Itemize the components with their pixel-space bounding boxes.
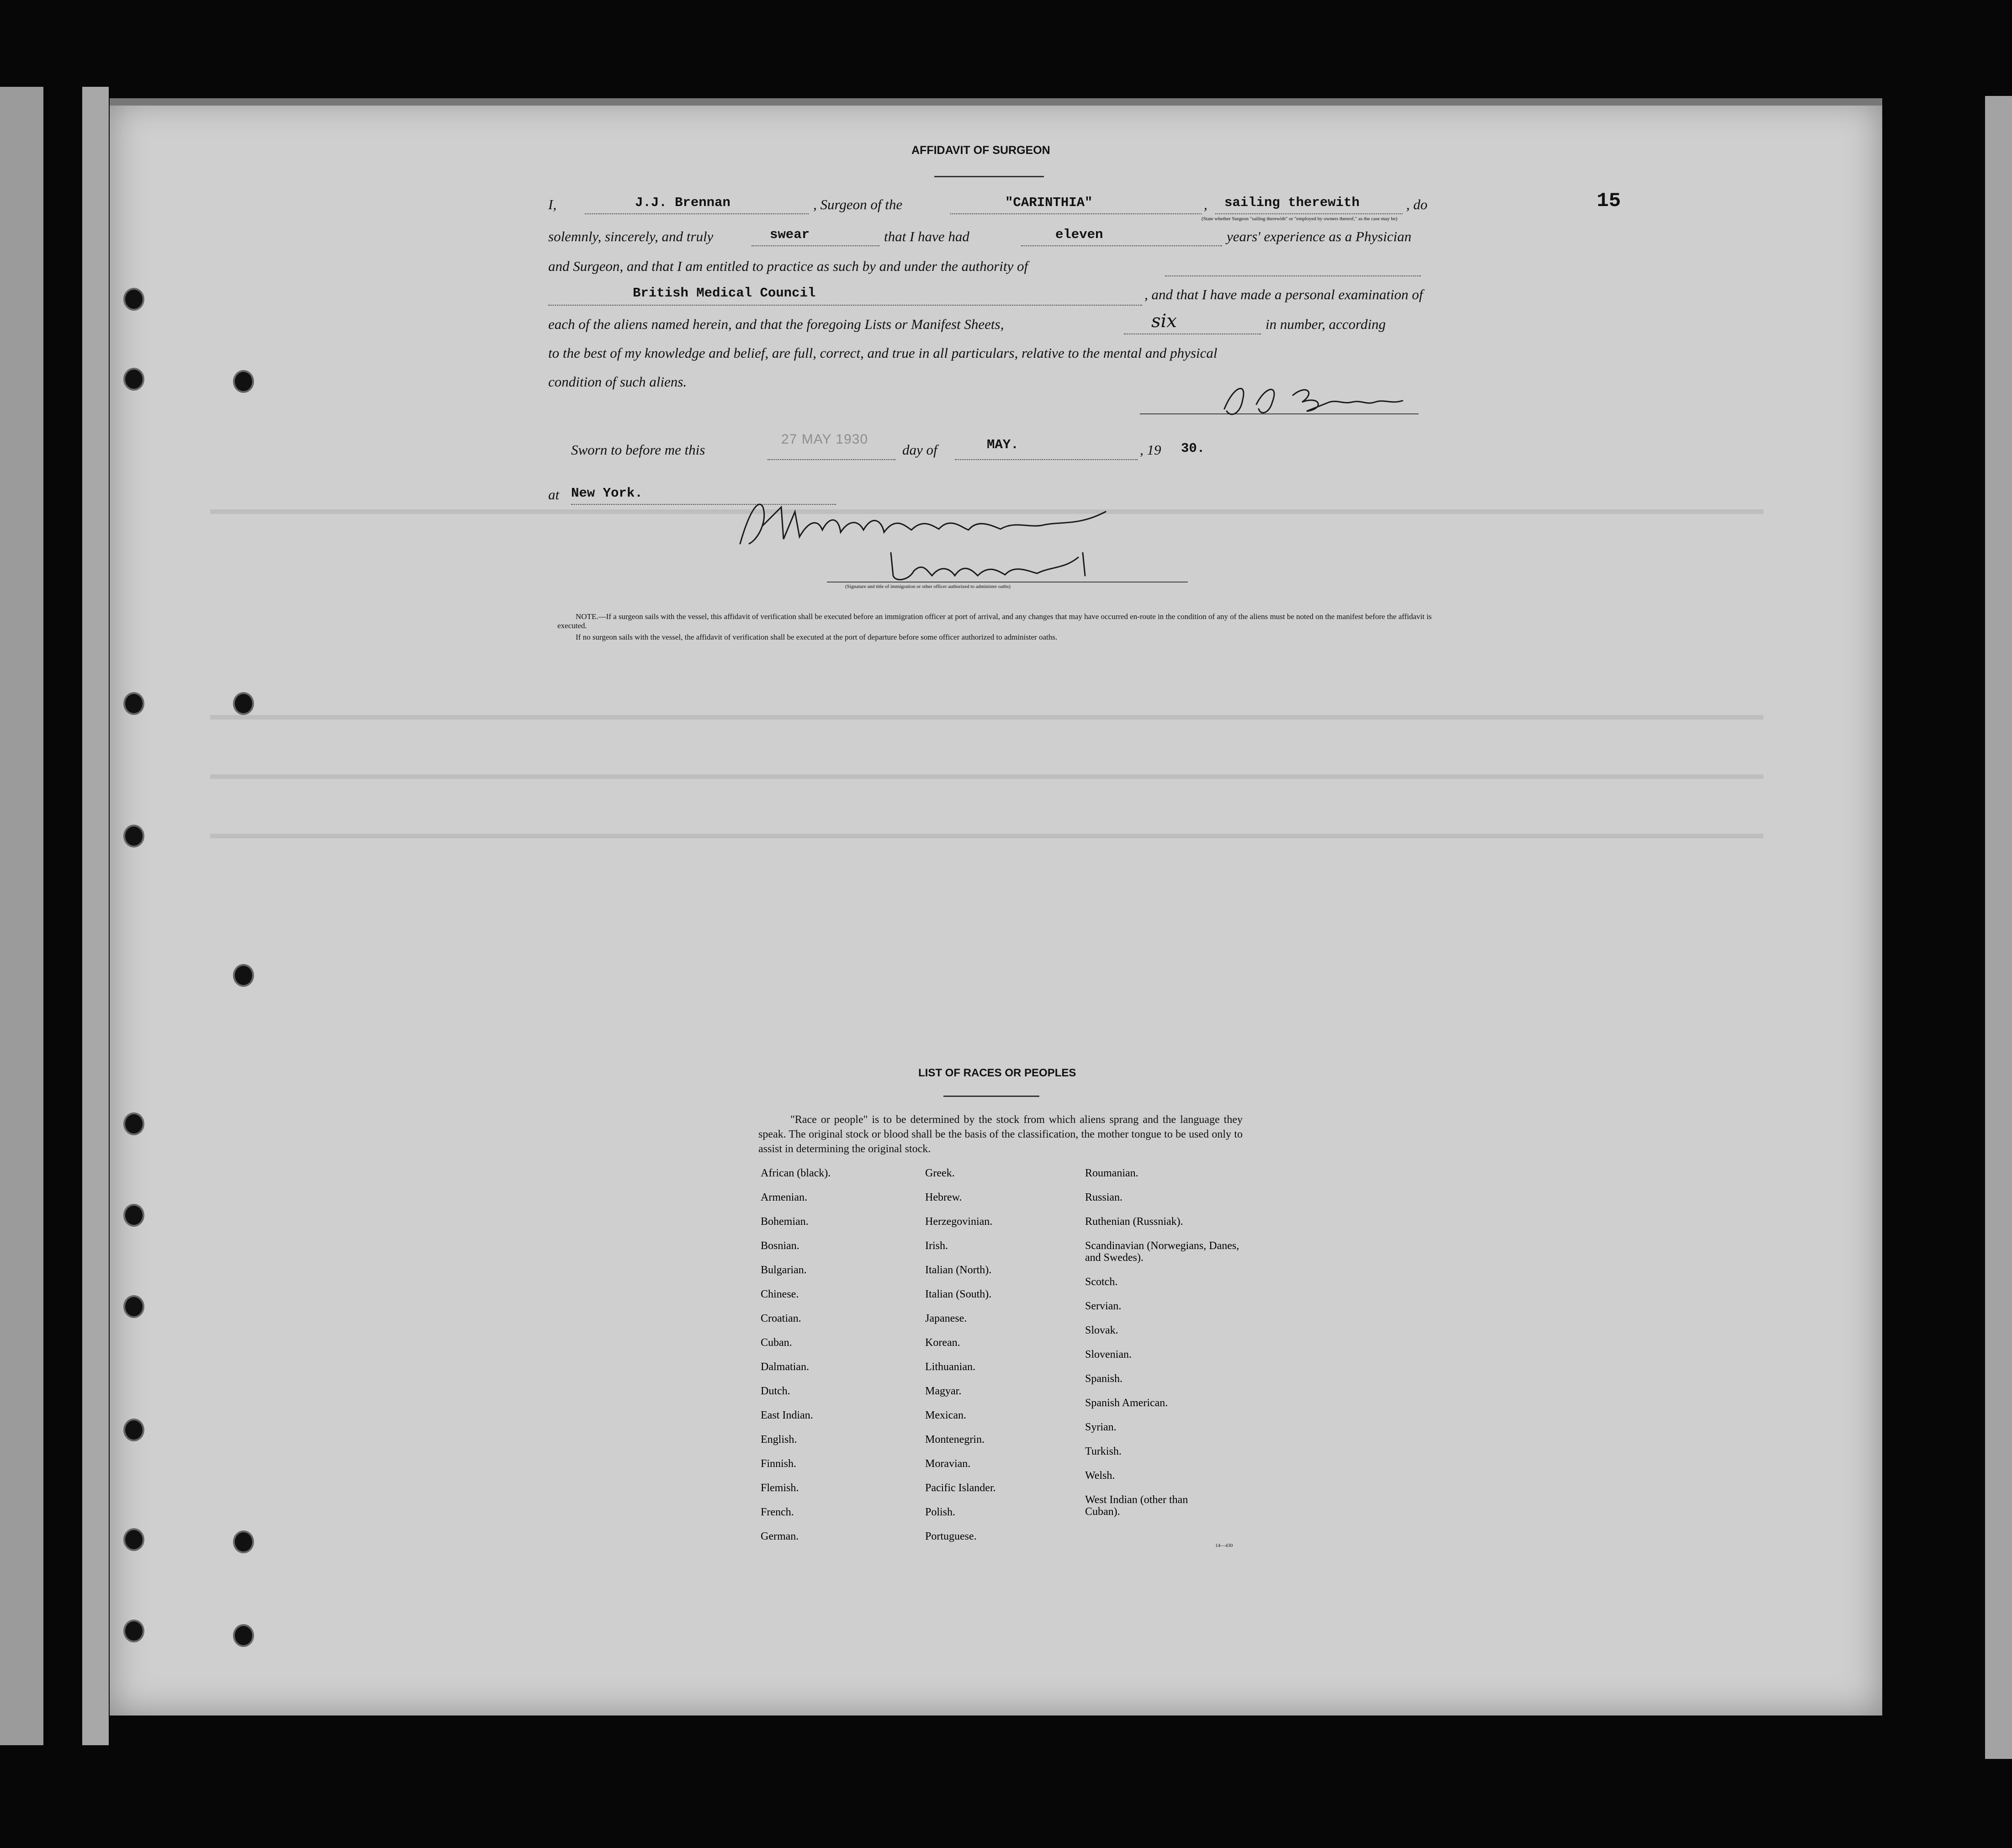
binder-hole-icon [123, 1419, 144, 1441]
binder-hole-icon [233, 692, 254, 715]
race-item: Polish. [925, 1506, 956, 1518]
race-item: Dalmatian. [761, 1361, 809, 1373]
sworn-place: New York. [571, 486, 643, 501]
binder-hole-icon [123, 1528, 144, 1551]
race-item: Dutch. [761, 1385, 790, 1397]
race-item: West Indian (other than Cuban). [1085, 1494, 1188, 1518]
race-item: Servian. [1085, 1300, 1122, 1312]
race-item: Lithuanian. [925, 1361, 975, 1373]
fill-line [1021, 245, 1222, 246]
bleed-through-line [210, 774, 1763, 779]
fill-line [1215, 213, 1403, 214]
binder-hole-icon [123, 692, 144, 715]
race-item: English. [761, 1434, 797, 1446]
race-item: French. [761, 1506, 794, 1518]
binder-hole-icon [123, 1112, 144, 1135]
race-item: Herzegovinian. [925, 1216, 993, 1228]
adjacent-page-edge-left [0, 87, 48, 1745]
binder-hole-icon [233, 964, 254, 987]
race-item: Scandinavian (Norwegians, Danes, and Swedes). [1085, 1240, 1239, 1264]
affidavit-text: , [1204, 196, 1207, 212]
races-intro: "Race or people" is to be determined by the stock from which aliens sprang and the language they speak. The original stock or blood shall be the basis of the classification, the mother tongue to be used only to assist in determining the original stock. [758, 1114, 1243, 1155]
affidavit-text: that I have had [884, 228, 969, 244]
affidavit-text: each of the aliens named herein, and that the foregoing Lists or Manifest Sheets, [548, 316, 1004, 332]
races-title: LIST OF RACES OR PEOPLES [918, 1067, 1076, 1079]
race-item: Mexican. [925, 1409, 966, 1421]
race-item: Scotch. [1085, 1276, 1118, 1288]
race-item: Syrian. [1085, 1421, 1117, 1433]
affidavit-text: condition of such aliens. [548, 374, 687, 390]
binder-hole-icon [123, 825, 144, 847]
adjacent-page-strip [82, 87, 109, 1745]
fill-line [950, 213, 1202, 214]
adjacent-page-edge-right [1985, 96, 2012, 1759]
bleed-through-line [210, 715, 1763, 720]
binder-hole-icon [233, 370, 254, 393]
ship-name: "CARINTHIA" [1005, 195, 1093, 210]
affidavit-text: years' experience as a Physician [1227, 228, 1412, 244]
race-item: Irish. [925, 1240, 948, 1252]
manifest-page [110, 98, 1882, 1716]
years-experience: eleven [1055, 227, 1103, 242]
affidavit-text: in number, according [1265, 316, 1386, 332]
title-underline [934, 176, 1044, 177]
race-item: Croatian. [761, 1313, 801, 1324]
race-item: Japanese. [925, 1313, 967, 1324]
race-item: Magyar. [925, 1385, 962, 1397]
race-item: Portuguese. [925, 1530, 977, 1542]
race-item: Montenegrin. [925, 1434, 985, 1446]
fill-line [1165, 275, 1421, 276]
surgeon-signature [1215, 377, 1412, 420]
fill-line [585, 213, 809, 214]
race-item: Flemish. [761, 1482, 799, 1494]
sheet-count: six [1151, 311, 1177, 332]
date-stamp: 27 MAY 1930 [781, 432, 868, 447]
binder-hole-icon [123, 1620, 144, 1642]
affidavit-text: I, [548, 196, 557, 212]
affidavit-text: , Surgeon of the [813, 196, 903, 212]
sailing-status: sailing therewith [1224, 195, 1360, 210]
race-item: Roumanian. [1085, 1167, 1138, 1179]
race-item: Bulgarian. [761, 1264, 807, 1276]
race-item: Hebrew. [925, 1191, 962, 1203]
affidavit-text: Sworn to before me this [571, 442, 705, 458]
officer-caption: (Signature and title of immigration or other officer authorized to administer oaths) [845, 584, 1011, 589]
affidavit-text: , and that I have made a personal examination of [1144, 286, 1423, 302]
fill-line [752, 245, 879, 246]
officer-title-text [831, 580, 833, 581]
race-item: Korean. [925, 1337, 960, 1349]
form-number: 14—430 [1215, 1543, 1233, 1548]
race-item: Finnish. [761, 1458, 797, 1470]
affidavit-text: , 19 [1140, 442, 1161, 458]
race-item: Greek. [925, 1167, 955, 1179]
races-title-underline [943, 1096, 1039, 1097]
binder-hole-icon [123, 1204, 144, 1227]
fill-line [548, 305, 1142, 306]
fill-line [955, 459, 1138, 460]
affidavit-text: and Surgeon, and that I am entitled to practice as such by and under the authority of [548, 258, 1028, 274]
race-item: Italian (North). [925, 1264, 992, 1276]
binder-hole-icon [123, 368, 144, 391]
affidavit-text: to the best of my knowledge and belief, are full, correct, and true in all particulars, relative to the mental and physical [548, 345, 1218, 361]
officer-title-signature [882, 544, 1138, 585]
race-item: Italian (South). [925, 1288, 992, 1300]
sworn-month: MAY. [987, 437, 1019, 452]
race-item: Russian. [1085, 1191, 1123, 1203]
race-item: Pacific Islander. [925, 1482, 996, 1494]
licensing-authority: British Medical Council [633, 286, 816, 301]
page-top-band [110, 98, 1882, 106]
affidavit-title: AFFIDAVIT OF SURGEON [911, 144, 1050, 157]
sworn-year: 30. [1181, 441, 1205, 456]
race-item: German. [761, 1530, 799, 1542]
binder-hole-icon [123, 1295, 144, 1318]
affidavit-text: , do [1406, 196, 1428, 212]
binder-hole-icon [233, 1530, 254, 1553]
race-item: Turkish. [1085, 1446, 1122, 1457]
binder-hole-icon [123, 288, 144, 311]
race-item: Bosnian. [761, 1240, 800, 1252]
sailing-note: (State whether Surgeon "sailing therewith" or "employed by owners thereof," as the case may be) [1202, 216, 1398, 222]
affidavit-text: solemnly, sincerely, and truly [548, 228, 714, 244]
race-item: Welsh. [1085, 1470, 1115, 1482]
affidavit-note-1: NOTE.—If a surgeon sails with the vessel, this affidavit of verification shall be executed before an immigration officer at port of arrival, and any changes that may have occurred en-route in the condition of any of the aliens must be noted on the manifest before the affidavit is executed. [557, 612, 1432, 630]
race-item: Ruthenian (Russniak). [1085, 1216, 1183, 1228]
race-item: East Indian. [761, 1409, 813, 1421]
race-item: Spanish. [1085, 1373, 1123, 1385]
race-item: Moravian. [925, 1458, 971, 1470]
affidavit-text: at [548, 487, 560, 503]
surgeon-name: J.J. Brennan [635, 195, 731, 210]
affidavit-note-2: If no surgeon sails with the vessel, the affidavit of verification shall be executed at the port of departure before some officer authorized to administer oaths. [576, 633, 1058, 641]
race-item: Slovak. [1085, 1324, 1118, 1336]
fill-line [768, 459, 895, 460]
race-item: Slovenian. [1085, 1349, 1132, 1361]
race-item: Cuban. [761, 1337, 792, 1349]
race-item: Chinese. [761, 1288, 799, 1300]
race-item: Spanish American. [1085, 1397, 1168, 1409]
oath-type: swear [770, 227, 810, 242]
affidavit-text: day of [902, 442, 937, 458]
binder-hole-icon [233, 1624, 254, 1647]
race-item: Bohemian. [761, 1216, 809, 1228]
bleed-through-line [210, 834, 1763, 838]
page-number: 15 [1597, 190, 1621, 212]
race-item: African (black). [761, 1167, 831, 1179]
race-item: Armenian. [761, 1191, 807, 1203]
